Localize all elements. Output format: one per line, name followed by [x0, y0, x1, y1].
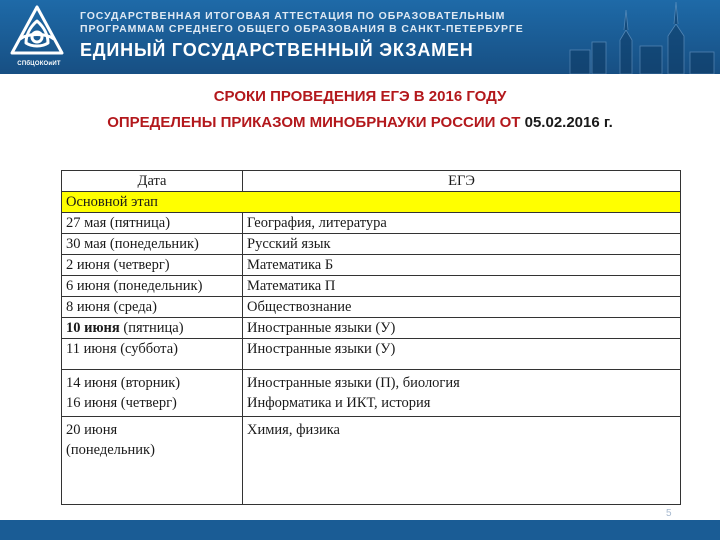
- city-skyline-icon: [560, 0, 720, 74]
- row-exam: [243, 370, 681, 417]
- subtitle-red-part: ОПРЕДЕЛЕНЫ ПРИКАЗОМ МИНОБРНАУКИ РОССИИ ОТ: [107, 114, 525, 131]
- table-row: [62, 276, 681, 297]
- header-line-2: ПРОГРАММАМ СРЕДНЕГО ОБЩЕГО ОБРАЗОВАНИЯ В САНКТ-ПЕТЕРБУРГЕ: [80, 23, 524, 35]
- header-banner: [0, 0, 720, 74]
- table-row: [62, 234, 681, 255]
- row-date: [62, 417, 243, 505]
- table-row: [62, 297, 681, 318]
- row-exam: Обществознание: [243, 297, 681, 318]
- row-exam: Математика Б: [243, 255, 681, 276]
- subtitle-date: 05.02.2016 г.: [524, 114, 613, 131]
- table-row: [62, 318, 681, 339]
- table-row: [62, 213, 681, 234]
- slide-title: СРОКИ ПРОВЕДЕНИЯ ЕГЭ В 2016 ГОДУ: [213, 88, 507, 105]
- row-exam-line: Иностранные языки (П), биология: [247, 375, 460, 391]
- row-date: 8 июня (среда): [62, 297, 243, 318]
- footer-bar: [0, 520, 720, 540]
- row-date: 2 июня (четверг): [62, 255, 243, 276]
- exam-schedule-table: [61, 170, 681, 505]
- row-date: 27 мая (пятница): [62, 213, 243, 234]
- logo-emblem-icon: [4, 3, 70, 61]
- row-exam: Математика П: [243, 276, 681, 297]
- table-header-row: [62, 171, 681, 192]
- table-row: [62, 255, 681, 276]
- row-exam: География, литература: [243, 213, 681, 234]
- row-date-bold: 10 июня: [66, 320, 120, 336]
- row-date-line: 14 июня (вторник): [66, 375, 181, 391]
- row-date-line: (понедельник): [66, 442, 155, 458]
- logo: [4, 3, 70, 71]
- stage-row: [62, 192, 681, 213]
- table-row: [62, 339, 681, 370]
- row-exam: Русский язык: [243, 234, 681, 255]
- slide-subtitle: [0, 114, 720, 131]
- row-date-suffix: (пятница): [119, 320, 184, 336]
- page-number: 5: [666, 508, 672, 519]
- row-date: [62, 370, 243, 417]
- row-date-line: 16 июня (четверг): [66, 395, 177, 411]
- row-exam: Иностранные языки (У): [243, 318, 681, 339]
- row-exam: Иностранные языки (У): [243, 339, 681, 370]
- stage-label: Основной этап: [62, 192, 681, 213]
- row-date: 11 июня (суббота): [62, 339, 243, 370]
- row-exam-line: Информатика и ИКТ, история: [247, 395, 431, 411]
- table-row: [62, 370, 681, 417]
- row-date-line: 20 июня: [66, 422, 118, 438]
- row-exam: Химия, физика: [243, 417, 681, 505]
- row-date: [62, 318, 243, 339]
- logo-caption: СПбЦОКОиИТ: [17, 61, 61, 67]
- header-title: ЕДИНЫЙ ГОСУДАРСТВЕННЫЙ ЭКЗАМЕН: [80, 40, 474, 60]
- row-date: 6 июня (понедельник): [62, 276, 243, 297]
- row-date: 30 мая (понедельник): [62, 234, 243, 255]
- header-exam: ЕГЭ: [243, 171, 681, 192]
- header-date: Дата: [62, 171, 243, 192]
- header-line-1: ГОСУДАРСТВЕННАЯ ИТОГОВАЯ АТТЕСТАЦИЯ ПО ОБРАЗОВАТЕЛЬНЫМ: [80, 10, 506, 22]
- table-row: [62, 417, 681, 505]
